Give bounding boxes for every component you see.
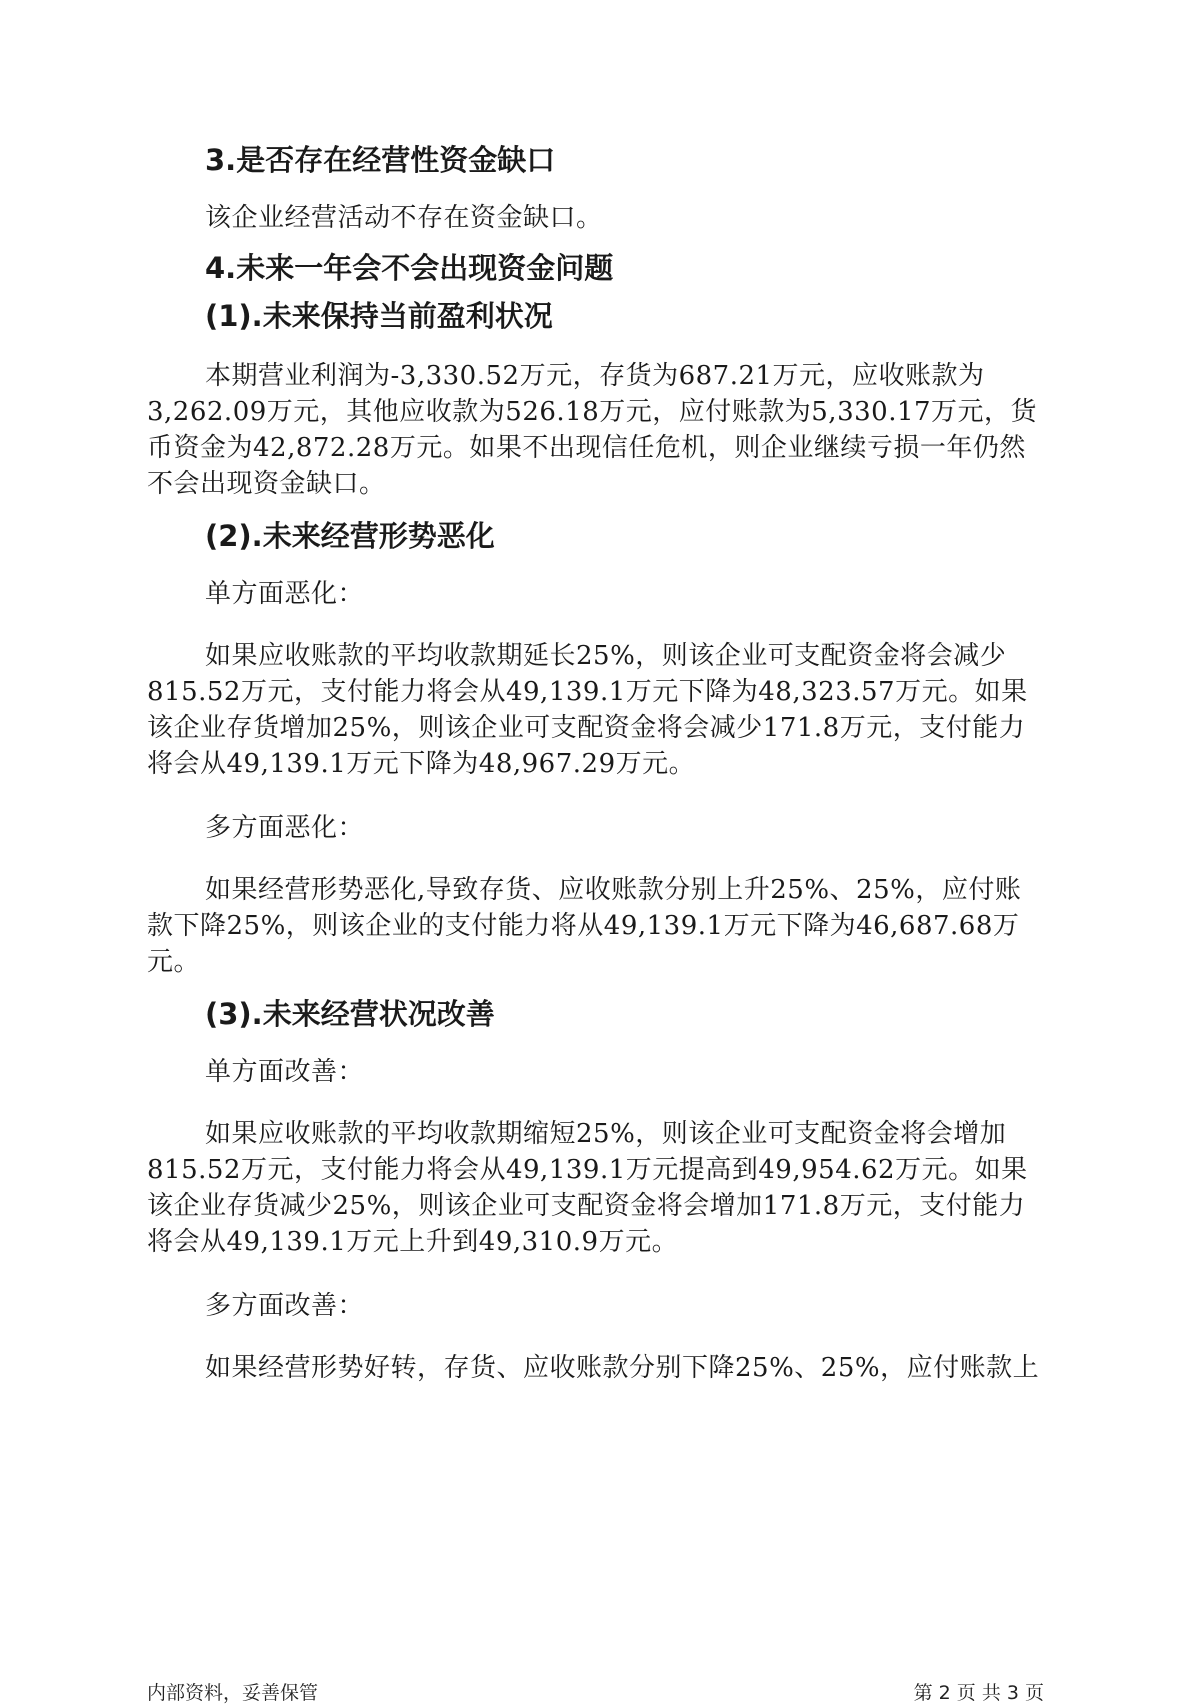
section-heading-3: 3.是否存在经营性资金缺口 (205, 143, 556, 177)
paragraph: 如果经营形势恶化,导致存货、应收账款分别上升25%、25%，应付账款下降25%，则该企业的支付能力将从49,139.1万元下降为46,687.68万元。 (147, 875, 1022, 977)
subsection-heading-3: (3).未来经营状况改善 (205, 997, 495, 1031)
page-number: 第 2 页 共 3 页 (913, 1682, 1044, 1704)
paragraph-label: 多方面恶化： (205, 813, 365, 843)
paragraph: 如果应收账款的平均收款期缩短25%，则该企业可支配资金将会增加815.52万元，支付能力将会从49,139.1万元提高到49,954.62万元。如果该企业存货减少25%，则该企业可支配资金将会增加171.8万元，支付能力将会从49,139.1万元上升到49,310.9万元。 (147, 1119, 1028, 1257)
paragraph: 该企业经营活动不存在资金缺口。 (205, 203, 603, 233)
subsection-heading-1: (1).未来保持当前盈利状况 (205, 299, 553, 333)
document-body (147, 140, 1047, 1386)
paragraph: 本期营业利润为-3,330.52万元，存货为687.21万元，应收账款为3,262.09万元，其他应收款为526.18万元，应付账款为5,330.17万元，货币资金为42,872.28万元。如果不出现信任危机，则企业继续亏损一年仍然不会出现资金缺口。 (147, 361, 1038, 499)
paragraph-label: 单方面恶化： (205, 579, 365, 609)
paragraph-label: 多方面改善： (205, 1291, 365, 1321)
confidential-note: 内部资料，妥善保管 (147, 1682, 319, 1704)
paragraph-label: 单方面改善： (205, 1057, 365, 1087)
paragraph: 如果经营形势好转，存货、应收账款分别下降25%、25%，应付账款上 (205, 1353, 1040, 1383)
section-heading-4: 4.未来一年会不会出现资金问题 (205, 251, 614, 285)
subsection-heading-2: (2).未来经营形势恶化 (205, 519, 495, 553)
paragraph: 如果应收账款的平均收款期延长25%，则该企业可支配资金将会减少815.52万元，支付能力将会从49,139.1万元下降为48,323.57万元。如果该企业存货增加25%，则该企业可支配资金将会减少171.8万元，支付能力将会从49,139.1万元下降为48,967.29万元。 (147, 641, 1028, 779)
